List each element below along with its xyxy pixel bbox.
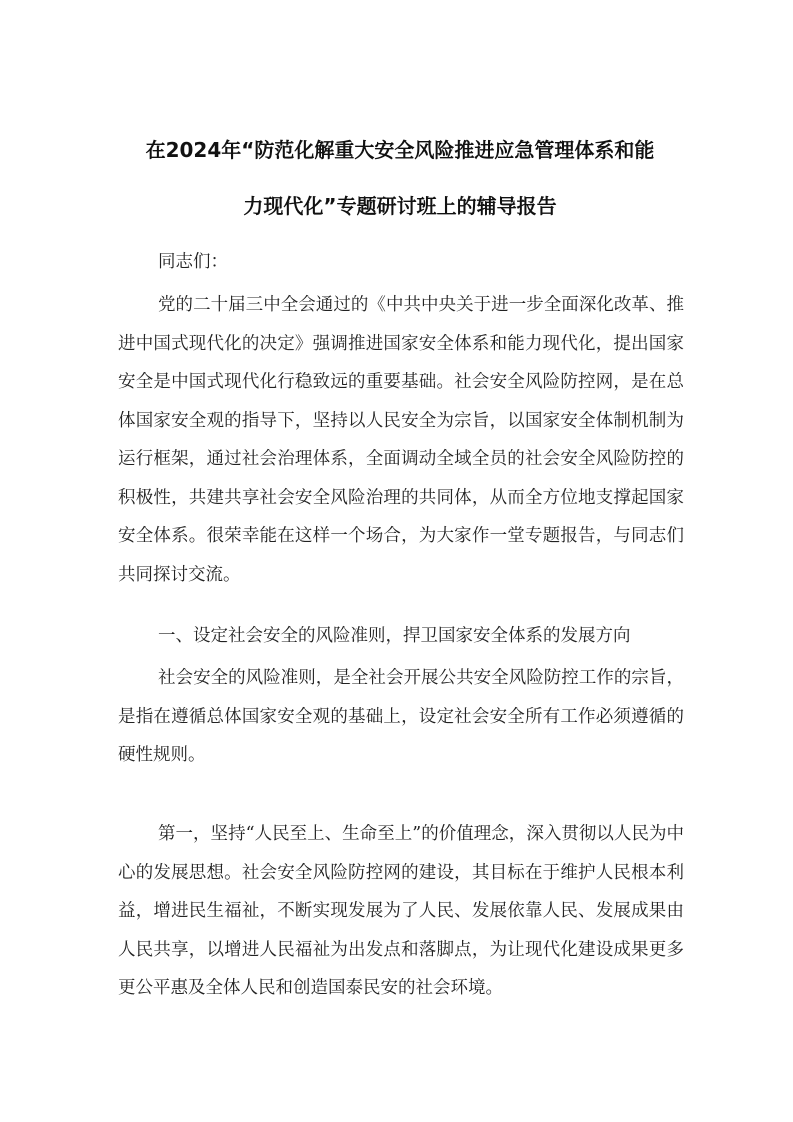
document-title <box>100 122 700 234</box>
paragraph-intro: 党的二十届三中全会通过的《中共中央关于进一步全面深化改革、推进中国式现代化的决定》强调推进国家安全体系和能力现代化，提出国家安全是中国式现代化行稳致远的重要基础。社会安全风险防控网，是在总体国家安全观的指导下，坚持以人民安全为宗旨，以国家安全体制机制为运行框架，通过社会治理体系，全面调动全域全员的社会安全风险防控的积极性，共建共享社会安全风险治理的共同体，从而全方位地支撑起国家安全体系。很荣幸能在这样一个场合，为大家作一堂专题报告，与同志们共同探讨交流。 <box>118 295 684 585</box>
title-line-2: 力现代化”专题研讨班上的辅导报告 <box>243 194 557 218</box>
salutation: 同志们： <box>158 252 228 272</box>
section-heading-1: 一、设定社会安全的风险准则，捍卫国家安全体系的发展方向 <box>158 626 631 646</box>
paragraph-risk-criteria: 社会安全的风险准则，是全社会开展公共安全风险防控工作的宗旨，是指在遵循总体国家安全观的基础上，设定社会安全所有工作必须遵循的硬性规则。 <box>118 668 684 765</box>
paragraph-first-point: 第一，坚持“人民至上、生命至上”的价值理念，深入贯彻以人民为中心的发展思想。社会安全风险防控网的建设，其目标在于维护人民根本利益，增进民生福祉，不断实现发展为了人民、发展依靠人民、发展成果由人民共享，以增进人民福祉为出发点和落脚点，为让现代化建设成果更多更公平惠及全体人民和创造国泰民安的社会环境。 <box>118 824 684 998</box>
title-line-1: 在2024年“防范化解重大安全风险推进应急管理体系和能 <box>145 138 655 162</box>
